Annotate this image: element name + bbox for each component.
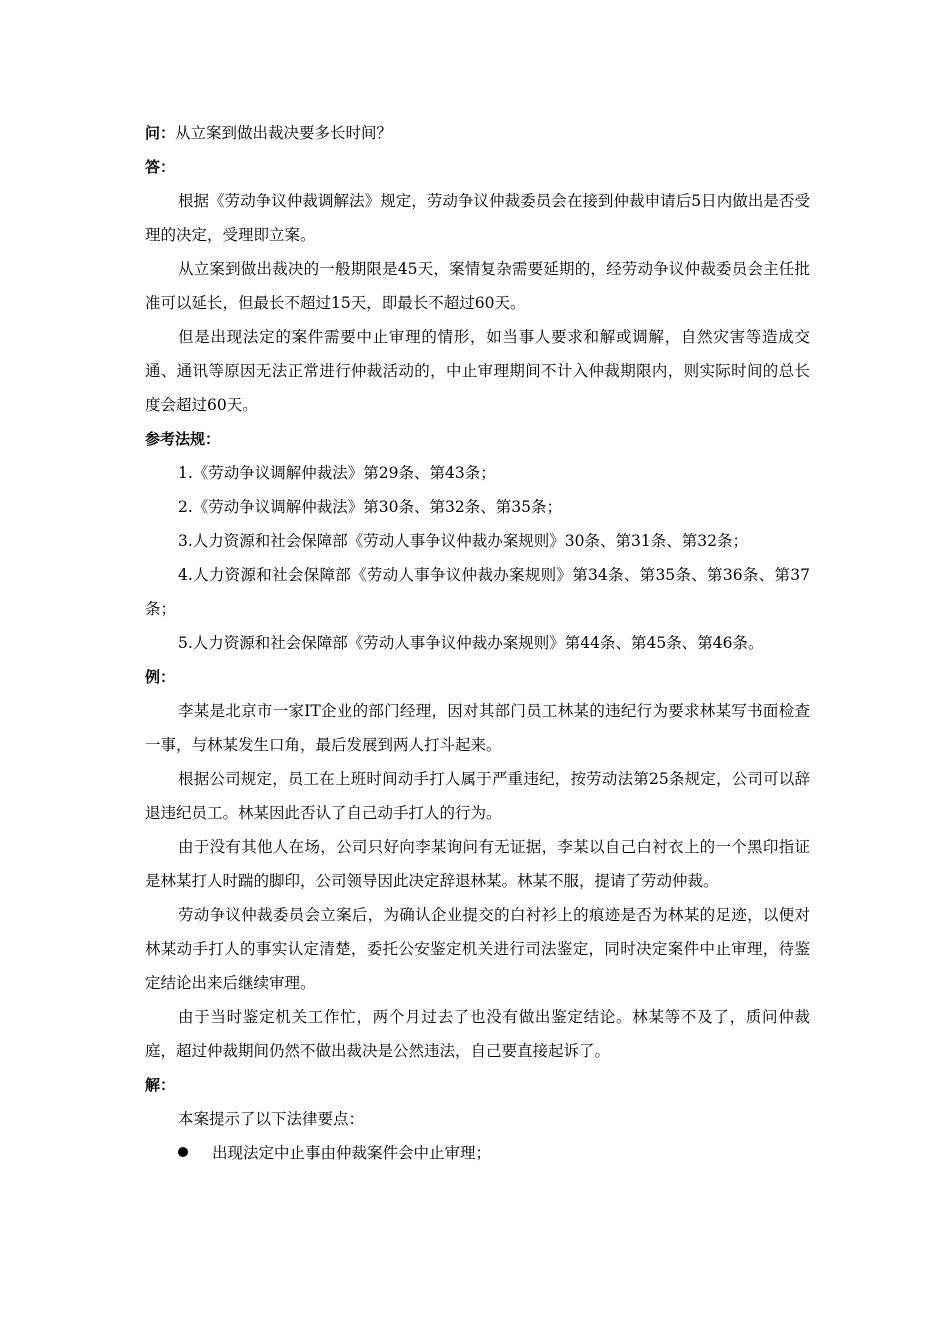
answer-paragraph: 根据《劳动争议仲裁调解法》规定，劳动争议仲裁委员会在接到仲裁申请后5日内做出是否受理的决定，受理即立案。: [145, 192, 810, 244]
solution-bullet-item: [145, 1136, 810, 1170]
example-paragraph: 由于当时鉴定机关工作忙，两个月过去了也没有做出鉴定结论。林某等不及了，质问仲裁庭，超过仲裁期间仍然不做出裁决是公然违法，自己要直接起诉了。: [145, 1008, 810, 1060]
question-text: 从立案到做出裁决要多长时间？: [175, 124, 393, 142]
example-paragraph: 李某是北京市一家IT企业的部门经理，因对其部门员工林某的违纪行为要求林某写书面检查一事，与林某发生口角，最后发展到两人打斗起来。: [145, 702, 810, 754]
reference-item: 5.人力资源和社会保障部《劳动人事争议仲裁办案规则》第44条、第45条、第46条。: [178, 634, 764, 652]
example-heading: 例：: [145, 668, 176, 686]
reference-item: 2.《劳动争议调解仲裁法》第30条、第32条、第35条；: [178, 498, 562, 516]
references-heading: 参考法规：: [145, 430, 221, 448]
solution-bullet-text: 出现法定中止事由仲裁案件会中止审理；: [212, 1144, 492, 1162]
reference-item: 1.《劳动争议调解仲裁法》第29条、第43条；: [178, 464, 496, 482]
solution-intro: 本案提示了以下法律要点：: [178, 1110, 365, 1128]
reference-item: 3.人力资源和社会保障部《劳动人事争议仲裁办案规则》30条、第31条、第32条；: [178, 532, 748, 550]
document-page: [145, 116, 810, 1170]
bullet-icon: [178, 1147, 188, 1157]
answer-paragraph: 但是出现法定的案件需要中止审理的情形，如当事人要求和解或调解，自然灾害等造成交通、通讯等原因无法正常进行仲裁活动的，中止审理期间不计入仲裁期限内，则实际时间的总长度会超过60天。: [145, 328, 810, 414]
answer-paragraph: 从立案到做出裁决的一般期限是45天，案情复杂需要延期的，经劳动争议仲裁委员会主任批准可以延长，但最长不超过15天，即最长不超过60天。: [145, 260, 810, 312]
solution-heading: 解：: [145, 1076, 176, 1094]
question-line: [145, 116, 810, 150]
example-paragraph: 由于没有其他人在场，公司只好向李某询问有无证据，李某以自己白衬衣上的一个黑印指证是林某打人时踹的脚印，公司领导因此决定辞退林某。林某不服，提请了劳动仲裁。: [145, 838, 810, 890]
example-paragraph: 根据公司规定，员工在上班时间动手打人属于严重违纪，按劳动法第25条规定，公司可以辞退违纪员工。林某因此否认了自己动手打人的行为。: [145, 770, 810, 822]
reference-item: 4.人力资源和社会保障部《劳动人事争议仲裁办案规则》第34条、第35条、第36条、第37条；: [145, 566, 810, 618]
question-label: 问：: [145, 124, 176, 142]
answer-heading: 答：: [145, 158, 176, 176]
example-paragraph: 劳动争议仲裁委员会立案后，为确认企业提交的白衬衫上的痕迹是否为林某的足迹，以便对林某动手打人的事实认定清楚，委托公安鉴定机关进行司法鉴定，同时决定案件中止审理，待鉴定结论出来后继续审理。: [145, 906, 810, 992]
